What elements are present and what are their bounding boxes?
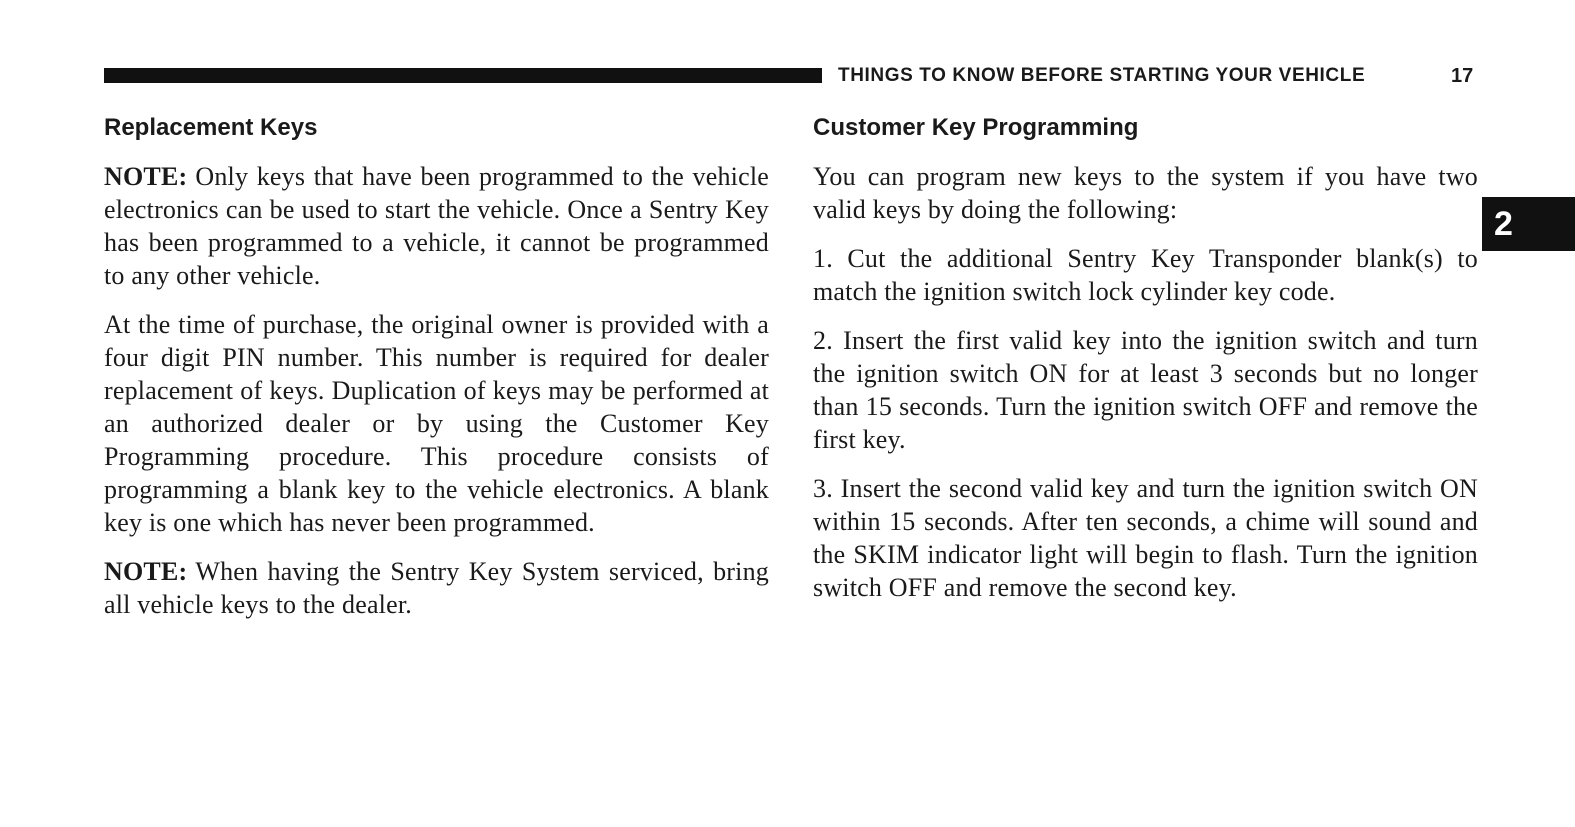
step-2: 2. Insert the first valid key into the ignition switch and turn the ignition switch ON for at least 3 seconds but no longer than 15 seconds. Turn the ignition switch OFF and remove the first key. [813,326,1478,454]
customer-key-programming-heading: Customer Key Programming [813,114,1139,141]
purchase-paragraph: At the time of purchase, the original owner is provided with a four digit PIN number. This number is required for dealer replacement of keys. Duplication of keys may be performed at an authorized dealer or by using the Customer Key Programming procedure. This procedure consists of programming a blank key to the vehicle electronics. A blank key is one which has never been programmed. [104,310,769,537]
note-paragraph [104,555,769,621]
note-text: Only keys that have been programmed to the vehicle electronics can be used to start the vehicle. Once a Sentry Key has been programmed to a vehicle, it cannot be programmed to any other vehicle. [104,162,769,290]
right-column [813,110,1478,620]
intro-paragraph: You can program new keys to the system if you have two valid keys by doing the following: [813,162,1478,224]
section-title: THINGS TO KNOW BEFORE STARTING YOUR VEHICLE [838,65,1366,86]
note-text: When having the Sentry Key System serviced, bring all vehicle keys to the dealer. [104,557,769,619]
replacement-keys-heading: Replacement Keys [104,114,318,141]
step-3: 3. Insert the second valid key and turn the ignition switch ON within 15 seconds. After ten seconds, a chime will sound and the SKIM indicator light will begin to flash. Turn the ignition switch OFF and remove the second key. [813,474,1478,602]
note-label: NOTE: [104,557,188,586]
left-column [104,110,769,637]
note-paragraph [104,160,769,292]
chapter-tab: 2 [1482,197,1575,251]
note-label: NOTE: [104,162,188,191]
step-1: 1. Cut the additional Sentry Key Transponder blank(s) to match the ignition switch lock cylinder key code. [813,244,1478,306]
page-number: 17 [1451,65,1474,87]
header-rule [104,68,822,83]
